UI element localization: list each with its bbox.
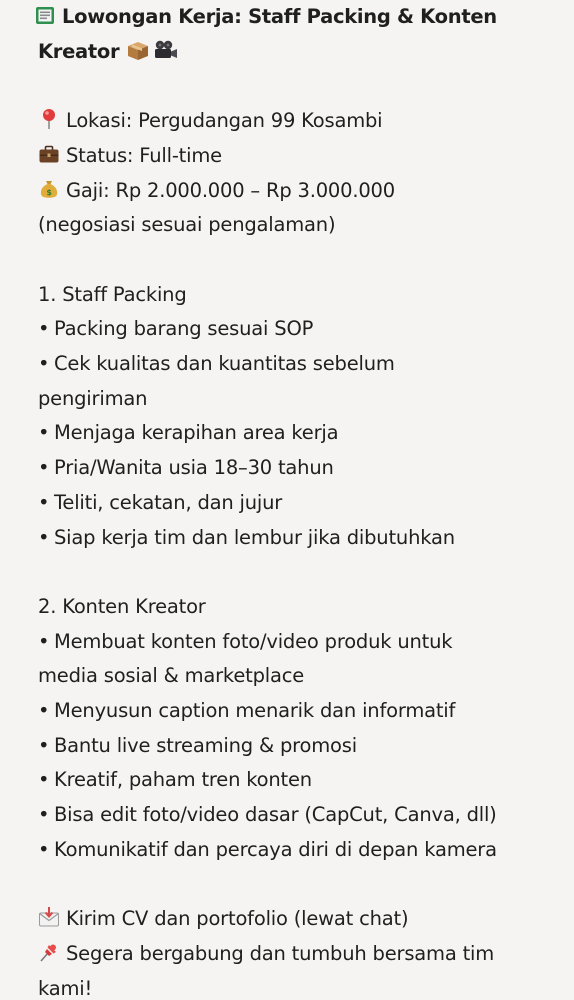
salary-line (38, 174, 548, 209)
list-item-text: Pria/Wanita usia 18–30 tahun (54, 456, 334, 480)
bullet: • (38, 525, 50, 549)
section-heading-konten-kreator: 2. Konten Kreator (38, 594, 206, 618)
apply-text: Kirim CV dan portofolio (lewat chat) (66, 907, 409, 931)
post-title-line-1 (34, 0, 548, 35)
salary-note: (negosiasi sesuai pengalaman) (38, 213, 336, 237)
list-item-text: Menyusun caption menarik dan informatif (54, 699, 456, 723)
post-title-text-2: Kreator (38, 39, 120, 63)
join-line (38, 937, 548, 972)
join-text-1: Segera bergabung dan tumbuh bersama tim (66, 941, 495, 965)
bullet: • (38, 699, 50, 723)
bullet: • (38, 837, 50, 861)
bullet: • (38, 421, 50, 445)
list-item-text: Bantu live streaming & promosi (54, 733, 357, 757)
list-item (38, 625, 548, 660)
spacer (38, 555, 548, 590)
location-text: Lokasi: Pergudangan 99 Kosambi (66, 109, 383, 133)
section-heading-staff-packing: 1. Staff Packing (38, 282, 187, 306)
status-line (38, 139, 548, 174)
status-text: Status: Full-time (66, 143, 222, 167)
list-item-text: Membuat konten foto/video produk untuk (54, 629, 453, 653)
spacer (38, 69, 548, 104)
list-item (38, 521, 548, 556)
list-item (38, 729, 548, 764)
list-item (38, 486, 548, 521)
bullet: • (38, 490, 50, 514)
list-item-text: Teliti, cekatan, dan jujur (54, 490, 283, 514)
svg-text:$: $ (46, 187, 52, 197)
bullet: • (38, 733, 50, 757)
list-item-text: Kreatif, paham tren konten (54, 768, 312, 792)
list-item-text: Menjaga kerapihan area kerja (54, 421, 339, 445)
list-item-text: Siap kerja tim dan lembur jika dibutuhkan (54, 525, 455, 549)
list-item (38, 798, 548, 833)
list-item-text: Packing barang sesuai SOP (54, 317, 314, 341)
bullet: • (38, 629, 50, 653)
list-item-text: Cek kualitas dan kuantitas sebelum (54, 352, 395, 375)
pushpin-icon (38, 941, 60, 963)
list-item-continuation: pengiriman (38, 386, 148, 410)
envelope-with-arrow-icon (38, 906, 60, 928)
list-item (38, 416, 548, 451)
list-item (38, 312, 548, 347)
salary-text: Gaji: Rp 2.000.000 – Rp 3.000.000 (66, 178, 395, 202)
apply-line (38, 902, 548, 937)
bullet: • (38, 456, 50, 480)
bullet: • (38, 803, 50, 827)
post-title-text-1: Lowongan Kerja: Staff Packing & Konten (62, 5, 497, 28)
list-item (38, 694, 548, 729)
post-title-line-2 (38, 35, 548, 70)
list-item-text: Komunikatif dan percaya diri di depan kamera (54, 837, 497, 861)
list-item-text: Bisa edit foto/video dasar (CapCut, Canva, dll) (54, 803, 497, 827)
join-text-2: kami! (38, 976, 93, 1000)
spacer (38, 868, 548, 903)
bullet: • (38, 768, 50, 792)
movie-camera-icon (152, 39, 178, 61)
bullet: • (38, 352, 50, 375)
money-bag-icon (38, 178, 60, 200)
job-post (38, 0, 548, 1000)
round-pushpin-icon (38, 108, 60, 130)
list-item (38, 833, 548, 868)
list-item-continuation: media sosial & marketplace (38, 664, 305, 688)
job-board-icon (34, 4, 56, 26)
list-item (38, 763, 548, 798)
briefcase-icon (38, 143, 60, 165)
list-item (38, 347, 548, 382)
location-line (38, 104, 548, 139)
list-item (38, 451, 548, 486)
package-icon (125, 39, 151, 61)
bullet: • (38, 317, 50, 341)
spacer (38, 243, 548, 278)
